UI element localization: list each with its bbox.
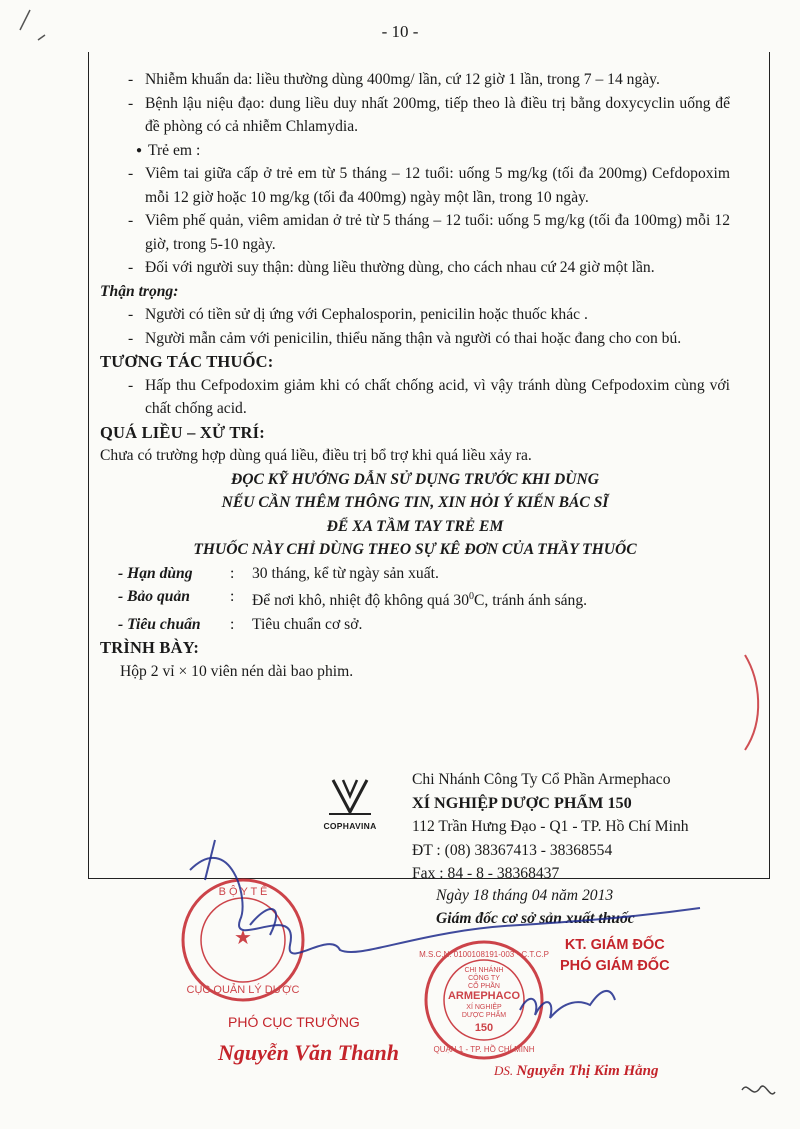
deputy-director-title: KT. GIÁM ĐỐC PHÓ GIÁM ĐỐC — [560, 937, 670, 974]
company-name: XÍ NGHIỆP DƯỢC PHẨM 150 — [412, 793, 632, 812]
overdose-text: Chưa có trường hợp dùng quá liều, điều trị bổ trợ khi quá liều xảy ra. — [100, 447, 532, 464]
presentation-heading: TRÌNH BÀY: — [100, 638, 200, 658]
svg-text:DƯỢC PHẨM: DƯỢC PHẨM — [461, 1012, 507, 1019]
presentation-text: Hộp 2 vỉ × 10 viên nén dài bao phim. — [120, 662, 354, 680]
svg-text:XÍ NGHIỆP: XÍ NGHIỆP — [466, 1004, 502, 1011]
signature-company — [520, 991, 615, 1018]
spec-label: - Hạn dùng — [118, 564, 193, 582]
spec-value: Để nơi khô, nhiệt độ không quá $30^0C$, tránh ánh sáng. — [252, 591, 588, 610]
company-fax: Fax : 84 - 8 - 38368437 — [412, 865, 560, 882]
page-number: - 10 - — [381, 22, 419, 41]
spec-colon: : — [230, 588, 235, 605]
svg-text:CÔNG TY: CÔNG TY — [468, 975, 500, 982]
approval-date: Ngày 18 tháng 04 năm 2013 — [436, 887, 614, 904]
caution-item: - Người mẫn cảm với penicilin, thiểu năng thận và người có thai hoặc đang cho con bú. — [100, 327, 730, 351]
warning-line: ĐỌC KỸ HƯỚNG DẪN SỬ DỤNG TRƯỚC KHI DÙNG — [230, 470, 600, 488]
svg-text:QUẬN 1 - TP. HỒ CHÍ MINH: QUẬN 1 - TP. HỒ CHÍ MINH — [433, 1045, 535, 1054]
dosage-gonorrhea: - Bệnh lậu niệu đạo: dung liều duy nhất 200mg, tiếp theo là điều trị bằng doxycyclin uống để đề phòng có cả nhiễm Chlamydia. — [100, 92, 730, 139]
deputy-head-title: PHÓ CỤC TRƯỞNG — [228, 1014, 360, 1030]
children-heading: ● Trẻ em : — [100, 139, 730, 163]
svg-text:150: 150 — [474, 1022, 494, 1034]
spec-value: Tiêu chuẩn cơ sở. — [252, 615, 363, 633]
svg-text:CHI NHÁNH: CHI NHÁNH — [464, 967, 504, 974]
interaction-text: - Hấp thu Cefpodoxim giảm khi có chất chống acid, vì vậy tránh dùng Cefpodoxim cùng với chất chống acid. — [100, 374, 730, 421]
company-branch: Chi Nhánh Công Ty Cổ Phần Armephaco — [412, 771, 671, 788]
overdose-heading: QUÁ LIỀU – XỬ TRÍ: — [100, 422, 265, 442]
dosage-bronchitis: - Viêm phế quản, viêm amidan ở trẻ từ 5 tháng – 12 tuổi: uống 5 mg/kg (tối đa 100mg) mỗi 12 giờ, trong 5-10 ngày. — [100, 209, 730, 256]
warning-line: THUỐC NÀY CHỈ DÙNG THEO SỰ KÊ ĐƠN CỦA THẦY THUỐC — [193, 541, 637, 558]
company-phone: ĐT : (08) 38367413 - 38368554 — [412, 841, 613, 859]
svg-text:B Ộ Y T Ế: B Ộ Y T Ế — [218, 886, 268, 898]
dosage-renal: - Đối với người suy thận: dùng liều thường dùng, cho cách nhau cứ 24 giờ một lần. — [100, 256, 730, 280]
pharmacist-signature: DS. Nguyễn Thị Kim Hằng — [494, 1063, 659, 1079]
spec-colon: : — [230, 615, 235, 633]
approval-role: Giám đốc cơ sở sản xuất thuốc — [436, 910, 635, 927]
svg-text:CỤC QUẢN LÝ DƯỢC: CỤC QUẢN LÝ DƯỢC — [186, 984, 300, 996]
logo-text: COPHAVINA — [323, 821, 377, 831]
spec-label: - Tiêu chuẩn — [118, 615, 201, 633]
interaction-heading: TƯƠNG TÁC THUỐC: — [100, 352, 274, 371]
caution-item: - Người có tiền sử dị ứng với Cephalosporin, penicilin hoặc thuốc khác . — [100, 303, 730, 327]
dosage-otitis: - Viêm tai giữa cấp ở trẻ em từ 5 tháng – 12 tuổi: uống 5 mg/kg (tối đa 200mg) Cefdopoxim mỗi 12 giờ hoặc 10 mg/kg (tối đa 400mg) ngày một lần, trong 10 ngày. — [100, 162, 730, 209]
spec-colon: : — [230, 564, 235, 582]
svg-text:M.S.C.N: 0100108191-003 · C.T.: M.S.C.N: 0100108191-003 · C.T.C.P — [419, 950, 549, 959]
svg-text:CỔ PHẦN: CỔ PHẦN — [468, 983, 500, 990]
warning-line: NẾU CẦN THÊM THÔNG TIN, XIN HỎI Ý KIẾN BÁC SĨ — [221, 494, 609, 511]
svg-text:★: ★ — [234, 927, 252, 949]
deputy-head-name: Nguyễn Văn Thanh — [218, 1040, 399, 1065]
dosage-skin-infection: - Nhiễm khuẩn da: liều thường dùng 400mg/ lần, cứ 12 giờ 1 lần, trong 7 – 14 ngày. — [100, 68, 730, 92]
spec-label: - Bảo quản — [118, 588, 190, 605]
svg-text:ARMEPHACO: ARMEPHACO — [447, 990, 521, 1002]
spec-value: 30 tháng, kể từ ngày sản xuất. — [252, 564, 439, 582]
caution-heading: Thận trọng: — [100, 282, 179, 300]
warning-line: ĐỂ XA TẦM TAY TRẺ EM — [326, 517, 504, 535]
company-address: 112 Trần Hưng Đạo - Q1 - TP. Hồ Chí Minh — [412, 818, 689, 835]
